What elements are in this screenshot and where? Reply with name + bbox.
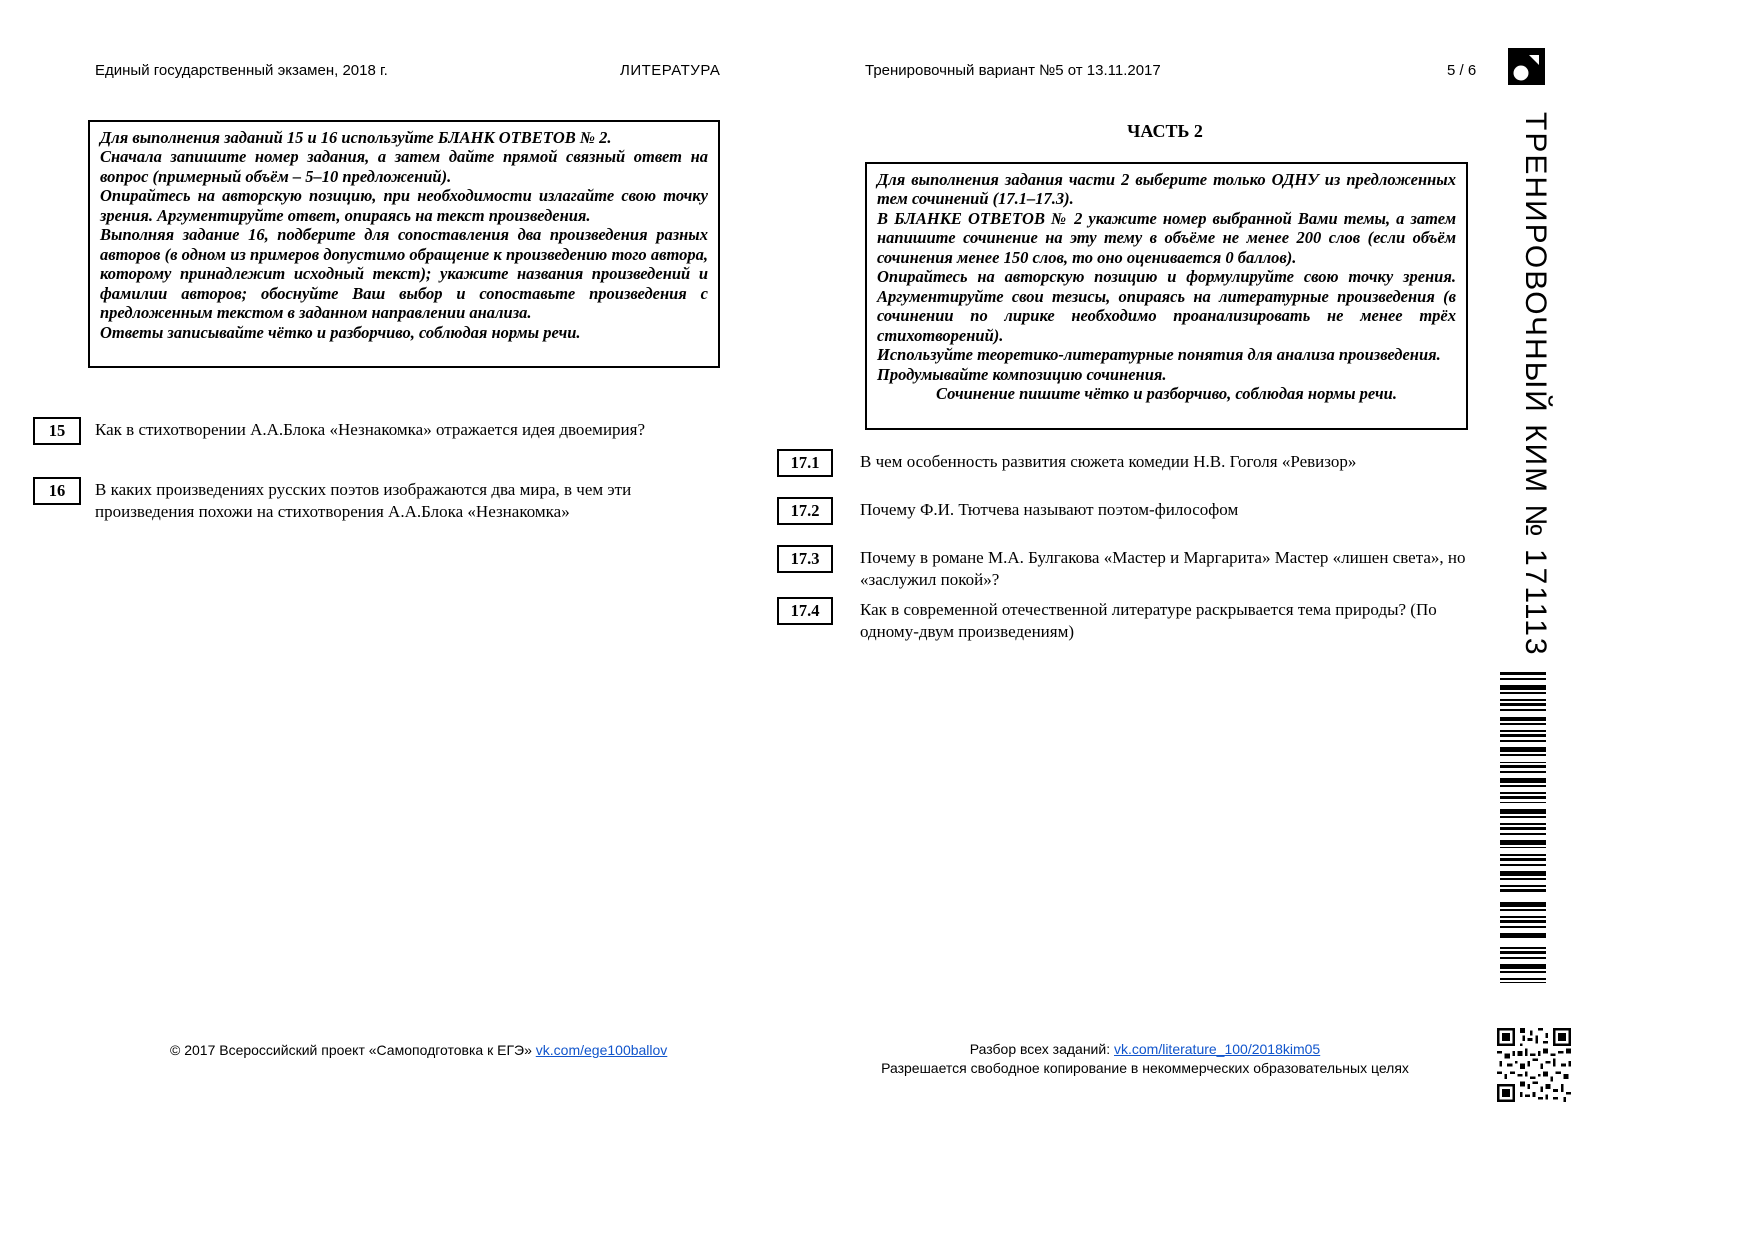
- header-page-number: 5 / 6: [1447, 62, 1477, 79]
- instruction-paragraph: Для выполнения заданий 15 и 16 используйте БЛАНК ОТВЕТОВ № 2.: [100, 128, 612, 147]
- footer-copyright-line: [170, 1042, 667, 1058]
- task-16: [33, 477, 719, 523]
- task-17-2: [777, 497, 1477, 525]
- footer-info-block: [820, 1040, 1470, 1078]
- header-variant: Тренировочный вариант №5 от 13.11.2017: [865, 62, 1161, 79]
- kim-number-label: ТРЕНИРОВОЧНЫЙ КИМ № 171113: [1519, 112, 1552, 657]
- footer-copyright: © 2017 Всероссийский проект «Самоподготовка к ЕГЭ»: [170, 1042, 532, 1058]
- instruction-paragraph: Используйте теоретико-литературные понятия для анализа произведения.: [877, 345, 1441, 365]
- footer-project-link[interactable]: vk.com/ege100ballov: [535, 1042, 668, 1058]
- instruction-paragraph: Опирайтесь на авторскую позицию, при необходимости излагайте свою точку зрения. Аргументируйте ответ, опираясь на текст произведения.: [100, 186, 708, 225]
- instruction-paragraph: Сначала запишите номер задания, а затем дайте прямой связный ответ на вопрос (примерный объём – 5–10 предложений).: [100, 147, 708, 186]
- task-16-number: 16: [33, 477, 81, 505]
- task-17-3: [777, 545, 1477, 591]
- task-17-1: [777, 449, 1477, 477]
- task-17-3-number: 17.3: [777, 545, 833, 573]
- instruction-paragraph: В БЛАНКЕ ОТВЕТОВ № 2 укажите номер выбранной Вами темы, а затем напишите сочинение на эту тему в объёме не менее 200 слов (если объём сочинения менее 150 слов, то оно оценивается 0 баллов).: [877, 208, 1456, 267]
- task-17-1-number: 17.1: [777, 449, 833, 477]
- part1-instructions-box: [88, 120, 720, 368]
- footer-breakdown-link[interactable]: vk.com/literature_100/2018kim05: [1113, 1041, 1321, 1057]
- logo-icon: [1508, 48, 1545, 85]
- instruction-paragraph: Для выполнения задания части 2 выберите только ОДНУ из предложенных тем сочинений (17.1–17.3).: [877, 170, 1456, 209]
- task-17-2-text: Почему Ф.И. Тютчева называют поэтом-философом: [860, 500, 1239, 519]
- instruction-paragraph: Ответы записывайте чётко и разборчиво, соблюдая нормы речи.: [100, 322, 581, 342]
- header-exam-title: Единый государственный экзамен, 2018 г.: [95, 62, 388, 79]
- task-17-2-number: 17.2: [777, 497, 833, 525]
- task-17-3-text: Почему в романе М.А. Булгакова «Мастер и Маргарита» Мастер «лишен света», но «заслужил покой»?: [860, 548, 1466, 590]
- task-15-number: 15: [33, 417, 81, 445]
- instruction-paragraph: Опирайтесь на авторскую позицию и формулируйте свою точку зрения. Аргументируйте свои тезисы, опираясь на литературные произведения (в сочинении по лирике необходимо проанализировать не менее трёх стихотворений).: [877, 267, 1456, 345]
- header-subject: ЛИТЕРАТУРА: [620, 62, 721, 79]
- task-17-4-text: Как в современной отечественной литературе раскрывается тема природы? (По одному-двум произведениям): [860, 600, 1437, 642]
- part2-instructions-box: [865, 162, 1468, 430]
- task-17-1-text: В чем особенность развития сюжета комедии Н.В. Гоголя «Ревизор»: [860, 452, 1357, 471]
- task-16-text: В каких произведениях русских поэтов изображаются два мира, в чем эти произведения похожи на стихотворения А.А.Блока «Незнакомка»: [95, 480, 632, 522]
- footer-breakdown-label: Разбор всех заданий:: [969, 1041, 1111, 1057]
- task-15: [33, 417, 719, 445]
- instruction-paragraph: Выполняя задание 16, подберите для сопоставления два произведения разных авторов (в одном из примеров допустимо обращение к произведению того автора, которому принадлежит исходный текст); укажите названия произведений и фамилии авторов; обоснуйте Ваш выбор и сопоставьте произведения с предложенным текстом в заданном направлении анализа.: [100, 225, 708, 323]
- task-15-text: Как в стихотворении А.А.Блока «Незнакомка» отражается идея двоемирия?: [95, 420, 646, 439]
- instruction-paragraph: Сочинение пишите чётко и разборчиво, соблюдая нормы речи.: [936, 384, 1397, 404]
- task-17-4-number: 17.4: [777, 597, 833, 625]
- qr-code: [1497, 1028, 1571, 1102]
- barcode: [1500, 672, 1546, 984]
- task-17-4: [777, 597, 1477, 643]
- instruction-paragraph: Продумывайте композицию сочинения.: [877, 364, 1167, 384]
- footer-breakdown-line: [820, 1040, 1470, 1059]
- part2-heading: ЧАСТЬ 2: [1127, 121, 1203, 141]
- footer-license: Разрешается свободное копирование в некоммерческих образовательных целях: [881, 1059, 1409, 1076]
